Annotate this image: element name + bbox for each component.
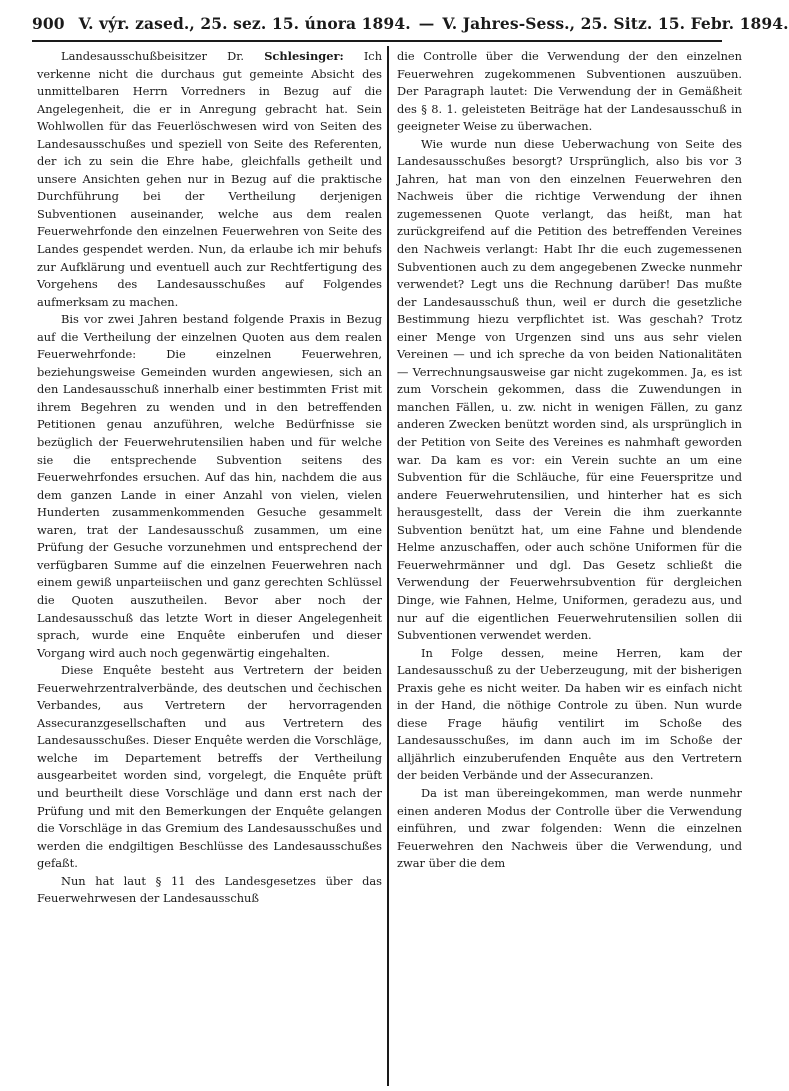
- header-rule: [32, 40, 722, 42]
- left-column: [37, 48, 382, 908]
- paragraph: Nun hat laut § 11 des Landesgesetzes über das Feuerwehrwesen der Landesausschuß: [37, 873, 382, 906]
- header-separator: —: [418, 14, 435, 33]
- paragraph: Wie wurde nun diese Ueberwachung von Seite des Landesausschußes besorgt? Ursprünglich, also bis vor 3 Jahren, hat man von den einzelnen Feuerwehren den Nachweis über die richtige Verwendung der ihnen zugemessenen Quote verlangt, das heißt, man hat zurückgreifend auf die Petition des betreffenden Vereines den Nachweis verlangt: Habt Ihr die euch zugemessenen Subventionen auch zu dem angegebenen Zwecke nunmehr verwendet? Legt uns die Rechnung darüber! Das mußte der Landesausschuß thun, weil er durch die gesetzliche Bestimmung hiezu verpflichtet ist. Was geschah? Trotz einer Menge von Urgenzen sind uns aus sehr vielen Vereinen — und ich spreche da von beiden Nationalitäten — Verrechnungsausweise gar nicht zugekommen. Ja, es ist zum Vorschein gekommen, dass die Zuwendungen in manchen Fällen, u. zw. nicht in wenigen Fällen, zu ganz anderen Zwecken benützt worden sind, als ursprünglich in der Petition von Seite des Vereines es nahmhaft geworden war. Da kam es vor: ein Verein suchte an um eine Subvention für die Schläuche, für eine Feuerspritze und andere Feuerwehrutensilien, und hinterher hat es sich herausgestellt, dass der Verein die ihm zuerkannte Subvention benützt hat, um eine Fahne und blendende Helme anzuschaffen, oder auch schöne Uniformen für die Feuerwehrmänner und dgl. Das Gesetz schließt die Verwendung der Feuerwehrsubvention für dergleichen Dinge, wie Fahnen, Helme, Uniformen, geradezu aus, und nur auf die eigentlichen Feuerwehrutensilien sollen dii Subventionen verwendet werden.: [397, 136, 742, 643]
- paragraph: Bis vor zwei Jahren bestand folgende Praxis in Bezug auf die Vertheilung der einzelnen Quoten aus dem realen Feuerwehrfonde: Die einzelnen Feuerwehren, beziehungsweise Gemeinden wurden angewiesen, sich an den Landesausschuß innerhalb einer bestimmten Frist mit ihrem Begehren zu wenden und in den betreffenden Petitionen genau anzuführen, welche Bedürfnisse sie bezüglich der Feuerwehrutensilien haben und für welche sie die entsprechende Subvention seitens des Feuerwehrfondes ersuchen. Auf das hin, nachdem die aus dem ganzen Lande in einer Anzahl von vielen, vielen Hunderten zusammenkommenden Gesuche gesammelt waren, trat der Landesausschuß zusammen, um eine Prüfung der Gesuche vorzunehmen und entsprechend der verfügbaren Summe auf die einzelnen Feuerwehren nach einem gewiß unparteiischen und ganz gerechten Schlüssel die Quoten auszutheilen. Bevor aber noch der Landesausschuß das letzte Wort in dieser Angelegenheit sprach, wurde eine Enquête einberufen und dieser Vorgang wird auch noch gegenwärtig eingehalten.: [37, 312, 382, 660]
- paragraph-continued: die Controlle über die Verwendung der den einzelnen Feuerwehren zugekommenen Subventionen auszuüben. Der Paragraph lautet: Die Verwendung der in Gemäßheit des § 8. 1. geleisteten Beiträge hat der Landesausschuß in geeigneter Weise zu überwachen.: [397, 49, 742, 134]
- speaker-label: Landesausschußbeisitzer Dr.: [61, 49, 245, 63]
- page-header: [32, 14, 789, 33]
- header-title-czech: V. výr. zased., 25. sez. 15. února 1894.: [78, 14, 411, 33]
- right-column: [397, 48, 742, 873]
- paragraph: In Folge dessen, meine Herren, kam der Landesausschuß zu der Ueberzeugung, mit der bisherigen Praxis gehe es nicht weiter. Da haben wir es einfach nicht in der Hand, die nöthige Controle zu üben. Nun wurde diese Frage häufig ventilirt im Schoße des Landesausschußes, im dann auch im im Schoße der alljährlich einzuberufenden Enquête aus den Vertretern der beiden Verbände und der Assecuranzen.: [397, 645, 742, 783]
- paragraph: Da ist man übereingekommen, man werde nunmehr einen anderen Modus der Controlle über die Verwendung einführen, und zwar folgenden: Wenn die einzelnen Feuerwehren den Nachweis über die Verwendung, und zwar über die dem: [397, 785, 742, 871]
- paragraph-text: Ich verkenne nicht die durchaus gut gemeinte Absicht des unmittelbaren Herrn Vorredners in Bezug auf die Angelegenheit, die er in Anregung gebracht hat. Sein Wohlwollen für das Feuerlöschwesen wird von Seiten des Landesausschußes und speziell von Seite des Referenten, der ich zu sein die Ehre habe, gleichfalls getheilt und unsere Ansichten gehen nur in Bezug auf die praktische Durchführung bei der Vertheilung derjenigen Subventionen auseinander, welche aus dem realen Feuerwehrfonde den einzelnen Feuerwehren von Seite des Landes gespendet werden. Nun, da erlaube ich mir behufs zur Aufklärung und eventuell auch zur Rechtfertigung des Vorgehens des Landesausschußes auf Folgendes aufmerksam zu machen.: [37, 49, 383, 309]
- page-number: 900: [32, 14, 65, 33]
- speaker-name: Schlesinger:: [264, 49, 344, 63]
- header-title-german: V. Jahres-Sess., 25. Sitz. 15. Febr. 1894.: [442, 14, 789, 33]
- paragraph: Diese Enquête besteht aus Vertretern der beiden Feuerwehrzentralverbände, des deutschen und čechischen Verbandes, aus Vertretern der hervorragenden Assecuranzgesellschaften und aus Vertretern des Landesausschußes. Dieser Enquête werden die Vorschläge, welche im Departement betreffs der Vertheilung ausgearbeitet worden sind, vorgelegt, die Enquête prüft und beurtheilt diese Vorschläge und dann erst nach der Prüfung und mit den Bemerkungen der Enquête gelangen die Vorschläge in das Gremium des Landesausschußes und werden die endgiltigen Beschlüsse des Landesausschußes gefaßt.: [37, 663, 382, 871]
- speaker-paragraph: [37, 48, 382, 311]
- column-divider: [387, 46, 389, 1086]
